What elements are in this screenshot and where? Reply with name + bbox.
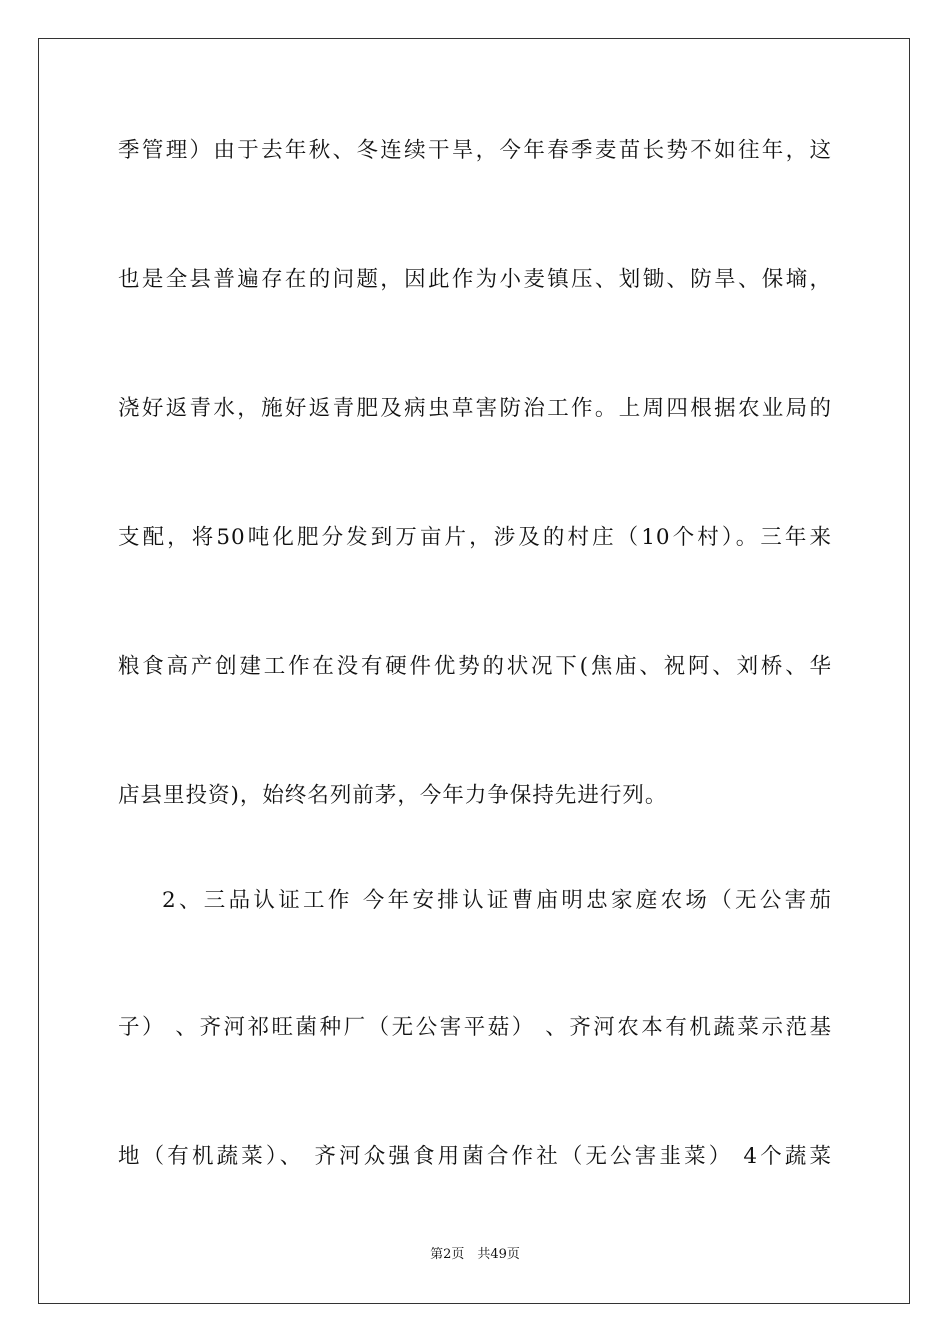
page-number-footer: 第2页 共49页: [430, 1247, 520, 1262]
paragraph-line: 店县里投资)，始终名列前茅，今年力争保持先进行列。: [118, 783, 668, 808]
paragraph-line: 地（有机蔬菜）、 齐河众强食用菌合作社（无公害韭菜） 4个蔬菜: [118, 1144, 832, 1169]
paragraph-line: 浇好返青水，施好返青肥及病虫草害防治工作。上周四根据农业局的: [118, 396, 832, 421]
paragraph-line: 子） 、齐河祁旺菌种厂（无公害平菇） 、齐河农本有机蔬菜示范基: [118, 1015, 832, 1040]
paragraph-line: 季管理）由于去年秋、冬连续干旱，今年春季麦苗长势不如往年，这: [118, 138, 832, 163]
paragraph-line: 2、三品认证工作 今年安排认证曹庙明忠家庭农场（无公害茄: [162, 888, 832, 913]
paragraph-line: 支配，将50吨化肥分发到万亩片，涉及的村庄（10个村）。三年来: [118, 525, 832, 550]
paragraph-line: 也是全县普遍存在的问题，因此作为小麦镇压、划锄、防旱、保墒，: [118, 267, 832, 292]
paragraph-line: 粮食高产创建工作在没有硬件优势的状况下(焦庙、祝阿、刘桥、华: [118, 654, 832, 679]
